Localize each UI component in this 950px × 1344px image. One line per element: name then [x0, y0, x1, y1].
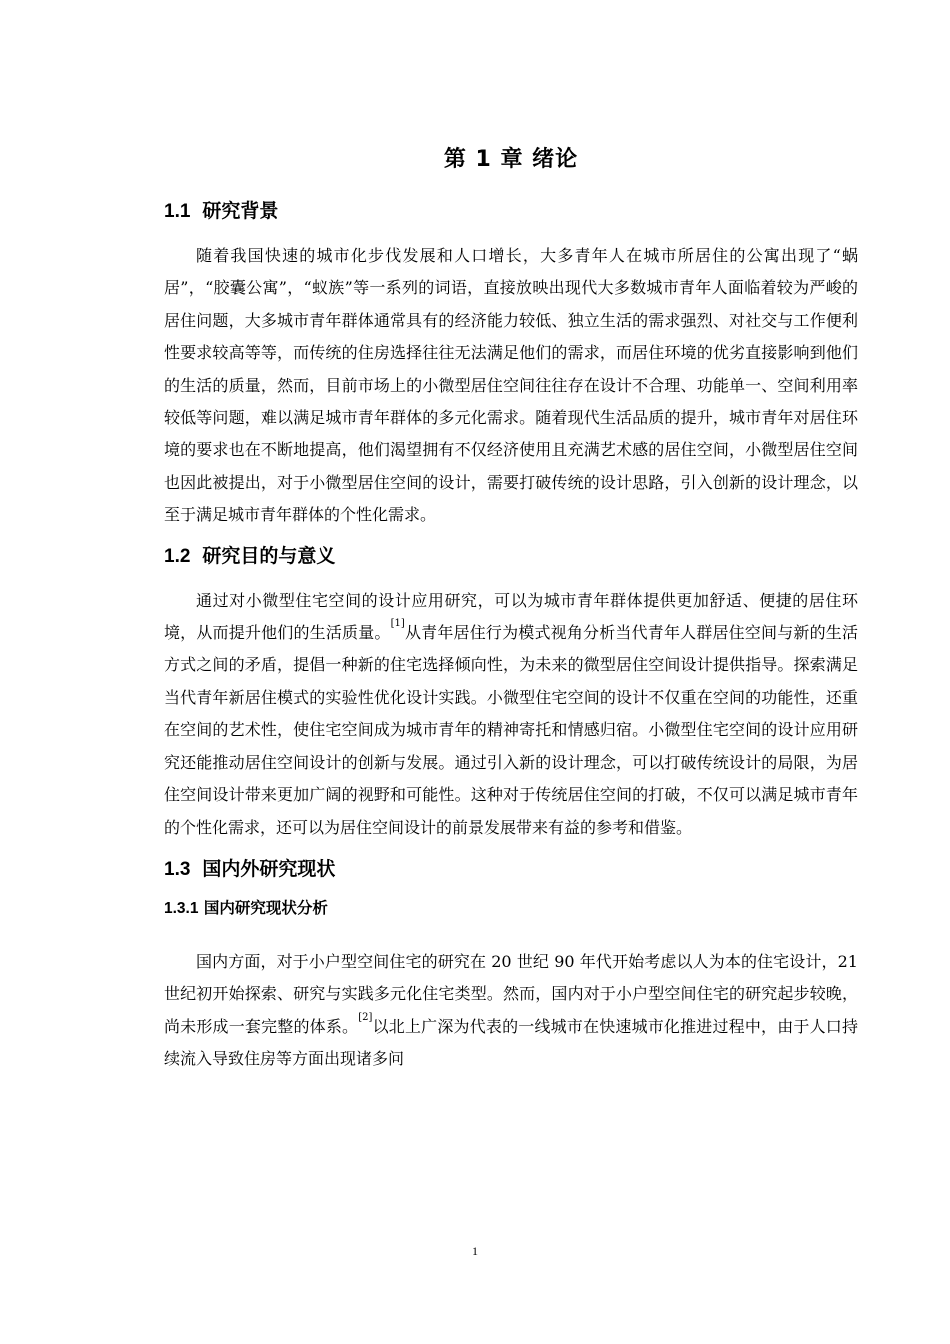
paragraph-text: 以北上广深为代表的一线城市在快速城市化推进过程中，由于人口持续流入导致住房等方面出现诸多问	[164, 1016, 858, 1069]
page-number: 1	[472, 1244, 478, 1258]
section-title: 国内外研究现状	[202, 857, 336, 880]
paragraph-text: 国内方面，对于小户型空间住宅的研究在 20 世纪 90 年代开始考虑以人为本的住宅设计，21 世纪初开始探索、研究与实践多元化住宅类型。然而，国内对于小户型空间住宅的研究起步较晚，尚未形成一套完整的体系。	[164, 951, 858, 1036]
paragraph-purpose	[164, 585, 858, 844]
citation-ref-2: [2]	[358, 1011, 373, 1023]
paragraph-domestic	[164, 946, 858, 1076]
section-number: 1.1	[164, 201, 191, 222]
section-heading-1-2	[164, 541, 858, 572]
paragraph-background: 随着我国快速的城市化步伐发展和人口增长，大多青年人在城市所居住的公寓出现了“蜗居”，“胶囊公寓”，“蚁族”等一系列的词语，直接放映出现代大多数城市青年人面临着较为严峻的居住问题，大多城市青年群体通常具有的经济能力较低、独立生活的需求强烈、对社交与工作便利性要求较高等等，而传统的住房选择往往无法满足他们的需求，而居住环境的优劣直接影响到他们的生活的质量，然而，目前市场上的小微型居住空间往往存在设计不合理、功能单一、空间利用率较低等问题，难以满足城市青年群体的多元化需求。随着现代生活品质的提升，城市青年对居住环境的要求也在不断地提高，他们渴望拥有不仅经济使用且充满艺术感的居住空间，小微型居住空间也因此被提出，对于小微型居住空间的设计，需要打破传统的设计思路，引入创新的设计理念，以至于满足城市青年群体的个性化需求。	[164, 246, 858, 525]
paragraph-text: 从青年居住行为模式视角分析当代青年人群居住空间与新的生活方式之间的矛盾，提倡一种新的住宅选择倾向性，为未来的微型居住空间设计提供指导。探索满足当代青年新居住模式的实验性优化设计实践。小微型住宅空间的设计不仅重在空间的功能性，还重在空间的艺术性，使住宅空间成为城市青年的精神寄托和情感归宿。小微型住宅空间的设计应用研究还能推动居住空间设计的创新与发展。通过引入新的设计理念，可以打破传统设计的局限，为居住空间设计带来更加广阔的视野和可能性。这种对于传统居住空间的打破，不仅可以满足城市青年的个性化需求，还可以为居住空间设计的前景发展带来有益的参考和借鉴。	[164, 623, 858, 837]
section-number: 1.2	[164, 545, 191, 567]
citation-ref-1: [1]	[390, 618, 405, 630]
subsection-title: 国内研究现状分析	[203, 898, 328, 917]
subsection-heading-1-3-1	[164, 895, 858, 922]
section-heading-1-1	[164, 196, 858, 227]
document-page	[164, 140, 858, 1076]
section-title: 研究目的与意义	[202, 544, 336, 567]
section-heading-1-3	[164, 854, 858, 885]
section-number: 1.3	[164, 858, 191, 880]
chapter-title: 第 1 章 绪论	[443, 147, 579, 172]
paragraph-text: 通过对小微型住宅空间的设计应用研究，可以为城市青年群体提供更加舒适、便捷的居住环境，从而提升他们的生活质量。	[164, 590, 858, 643]
subsection-number: 1.3.1	[164, 899, 199, 917]
section-title: 研究背景	[202, 200, 279, 222]
